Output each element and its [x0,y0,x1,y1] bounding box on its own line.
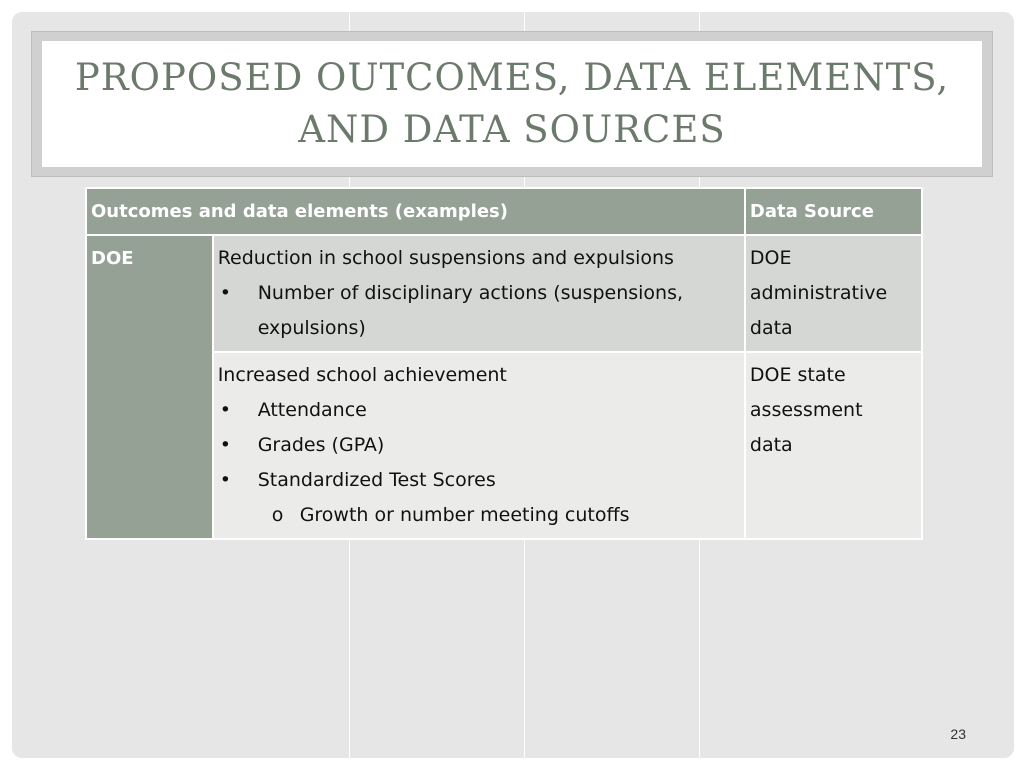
list-item [218,276,740,346]
page-number: 23 [950,726,966,742]
source-cell [745,235,922,352]
bullet-icon: • [219,434,231,456]
outcome-title: Reduction in school suspensions and expulsions [217,247,674,269]
outcomes-table [85,187,923,540]
sub-bullet-icon: o [271,504,284,526]
sub-bullet-text: Growth or number meeting cutoffs [299,504,630,526]
bullet-text [258,276,683,346]
header-outcomes: Outcomes and data elements (examples) [86,188,745,235]
bullet-icon: • [219,469,231,491]
source-cell [745,352,922,539]
row-group-label: DOE [86,235,213,539]
source-line: DOE state [749,364,846,386]
list-item [218,393,740,428]
source-line: assessment [749,399,863,421]
list-item [218,498,740,533]
outcome-cell [213,235,745,352]
list-item [218,463,740,498]
header-data-source: Data Source [745,188,922,235]
source-line: DOE [749,247,792,269]
outcome-title: Increased school achievement [217,364,507,386]
bullet-text: Attendance [257,399,367,421]
table-row [86,235,922,352]
source-line: data [749,434,793,456]
slide-title-line-2: AND DATA SOURCES [298,108,726,151]
bullet-text-line: Number of disciplinary actions (suspensions, [257,282,684,304]
table-header-row [86,188,922,235]
source-line: data [749,317,793,339]
title-box [42,41,982,167]
outcome-cell [213,352,745,539]
title-frame [31,31,993,177]
slide-title-line-1: PROPOSED OUTCOMES, DATA ELEMENTS, [74,56,950,99]
list-item [218,428,740,463]
bullet-text: Grades (GPA) [257,434,385,456]
slide [12,12,1014,758]
bullet-text-line: expulsions) [257,317,366,339]
bullet-icon: • [219,282,231,304]
bullet-text: Standardized Test Scores [257,469,496,491]
source-line: administrative [749,282,888,304]
bullet-icon: • [219,399,231,421]
